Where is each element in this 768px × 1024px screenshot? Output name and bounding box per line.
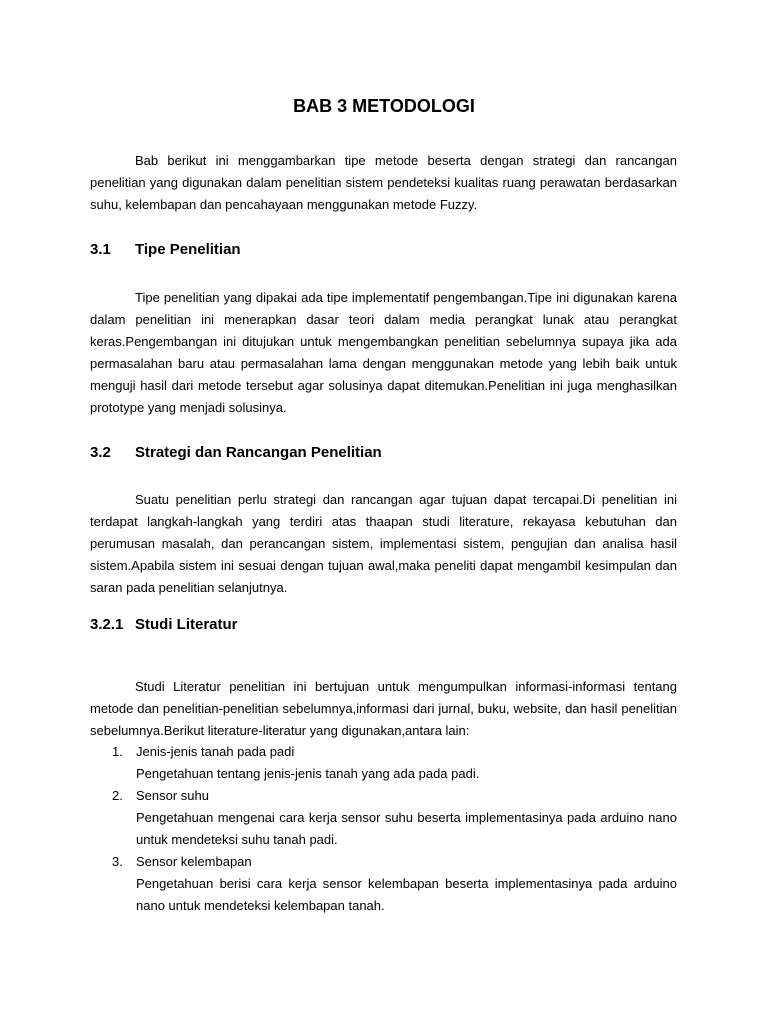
list-item <box>90 741 677 785</box>
list-item <box>90 851 677 917</box>
section-number: 3.2 <box>90 444 111 461</box>
list-item-title: Sensor kelembapan <box>136 854 252 869</box>
literature-list <box>90 741 677 917</box>
intro-text: Bab berikut ini menggambarkan tipe metode beserta dengan strategi dan rancangan penelitian yang digunakan dalam penelitian sistem pendeteksi kualitas ruang perawatan berdasarkan suhu, kelembapan dan pencahayaan menggunakan metode Fuzzy. <box>90 153 677 212</box>
list-item <box>90 785 677 851</box>
section-heading-3-2 <box>90 443 382 463</box>
intro-paragraph <box>90 150 677 216</box>
list-item-desc: Pengetahuan berisi cara kerja sensor kelembapan beserta implementasinya pada arduino nano untuk mendeteksi kelembapan tanah. <box>136 876 677 913</box>
list-item-number: 2. <box>112 788 123 803</box>
chapter-title: BAB 3 METODOLOGI <box>293 96 475 116</box>
section-paragraph-3-1 <box>90 287 677 419</box>
section-title: Studi Literatur <box>135 616 238 633</box>
section-text: Suatu penelitian perlu strategi dan rancangan agar tujuan dapat tercapai.Di penelitian ini terdapat langkah-langkah yang terdiri atas thaapan studi literature, rekayasa kebutuhan dan perumusan masalah, dan perancangan sistem, implementasi sistem, pengujian dan analisa hasil sistem.Apabila sistem ini sesuai dengan tujuan awal,maka peneliti dapat mengambil kesimpulan dan saran pada penelitian selanjutnya. <box>90 492 677 595</box>
section-heading-3-1 <box>90 240 241 260</box>
section-paragraph-3-2-1 <box>90 676 677 742</box>
section-number: 3.1 <box>90 241 111 258</box>
section-text: Studi Literatur penelitian ini bertujuan untuk mengumpulkan informasi-informasi tentang metode dan penelitian-penelitian sebelumnya,informasi dari jurnal, buku, website, dan hasil penelitian sebelumnya.Berikut literature-literatur yang digunakan,antara lain: <box>90 679 677 738</box>
list-item-number: 3. <box>112 854 123 869</box>
list-item-desc: Pengetahuan tentang jenis-jenis tanah yang ada pada padi. <box>136 766 480 781</box>
section-text: Tipe penelitian yang dipakai ada tipe implementatif pengembangan.Tipe ini digunakan karena dalam penelitian ini menerapkan dasar teori dalam media perangkat lunak atau perangkat keras.Pengembangan ini ditujukan untuk mengembangkan penelitian sebelumnya supaya jika ada permasalahan baru atau permasalahan lama dengan menggunakan metode yang lebih baik untuk menguji hasil dari metode tersebut agar solusinya dapat ditemukan.Penelitian ini juga menghasilkan prototype yang menjadi solusinya. <box>90 290 677 415</box>
list-item-title: Sensor suhu <box>136 788 209 803</box>
list-item-number: 1. <box>112 744 123 759</box>
section-heading-3-2-1 <box>90 615 238 635</box>
list-item-title: Jenis-jenis tanah pada padi <box>136 744 295 759</box>
section-title: Tipe Penelitian <box>135 241 241 258</box>
list-item-desc: Pengetahuan mengenai cara kerja sensor suhu beserta implementasinya pada arduino nano untuk mendeteksi suhu tanah padi. <box>136 810 677 847</box>
section-title: Strategi dan Rancangan Penelitian <box>135 444 382 461</box>
section-number: 3.2.1 <box>90 616 124 633</box>
section-paragraph-3-2 <box>90 489 677 599</box>
